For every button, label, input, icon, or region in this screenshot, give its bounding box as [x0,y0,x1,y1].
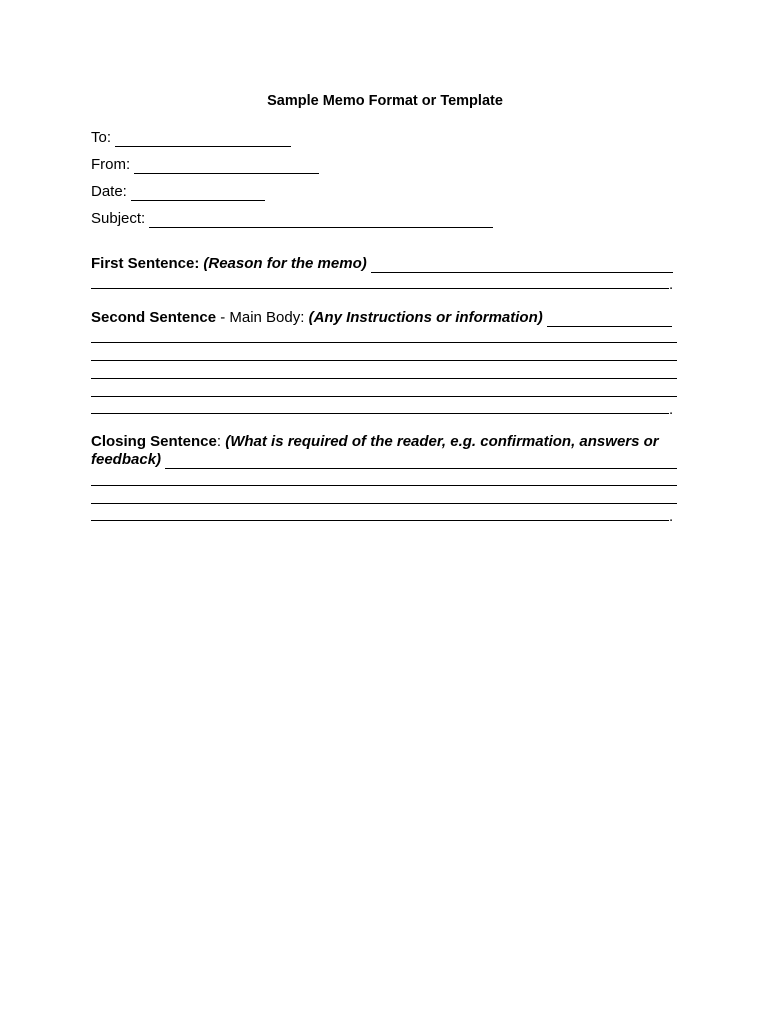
first-sentence-rule[interactable] [91,288,669,289]
second-sentence-rule-3[interactable] [91,378,677,379]
first-sentence-hint: (Reason for the memo) [203,255,367,272]
first-sentence-label: First Sentence: [91,255,200,272]
closing-sentence-hint-1: (What is required of the reader, e.g. confirmation, answers or [225,433,659,450]
second-sentence-separator: - Main Body: [216,309,309,326]
closing-sentence-rule-2[interactable] [91,503,677,504]
second-sentence-label: Second Sentence [91,309,217,326]
closing-sentence-rule-3[interactable] [91,520,669,521]
to-label: To: [91,129,112,146]
subject-label: Subject: [91,210,146,227]
date-label: Date: [91,183,127,200]
closing-sentence-label: Closing Sentence [91,433,217,450]
subject-field[interactable] [149,213,493,228]
closing-sentence-end-mark: . [669,508,674,525]
from-line [91,156,319,174]
date-field[interactable] [131,186,265,201]
first-sentence-field[interactable] [371,258,673,273]
page-title: Sample Memo Format or Template [267,93,503,109]
second-sentence-rule-4[interactable] [91,396,677,397]
second-sentence-rule-2[interactable] [91,360,677,361]
second-sentence-field[interactable] [547,312,672,327]
second-sentence-line [91,309,672,327]
from-label: From: [91,156,131,173]
from-field[interactable] [134,159,319,174]
closing-sentence-rule-1[interactable] [91,485,677,486]
date-line [91,183,265,201]
second-sentence-hint: (Any Instructions or information) [308,309,543,326]
first-sentence-end-mark: . [669,276,674,293]
second-sentence-rule-1[interactable] [91,342,677,343]
second-sentence-end-mark: . [669,401,674,418]
closing-sentence-line-1 [91,433,659,451]
closing-sentence-hint-2: feedback) [91,451,162,468]
first-sentence-line [91,255,673,273]
closing-sentence-colon: : [216,433,226,450]
closing-sentence-field[interactable] [165,454,677,469]
closing-sentence-line-2 [91,451,677,469]
to-line [91,129,291,147]
subject-line [91,210,493,228]
second-sentence-rule-5[interactable] [91,413,669,414]
to-field[interactable] [115,132,291,147]
